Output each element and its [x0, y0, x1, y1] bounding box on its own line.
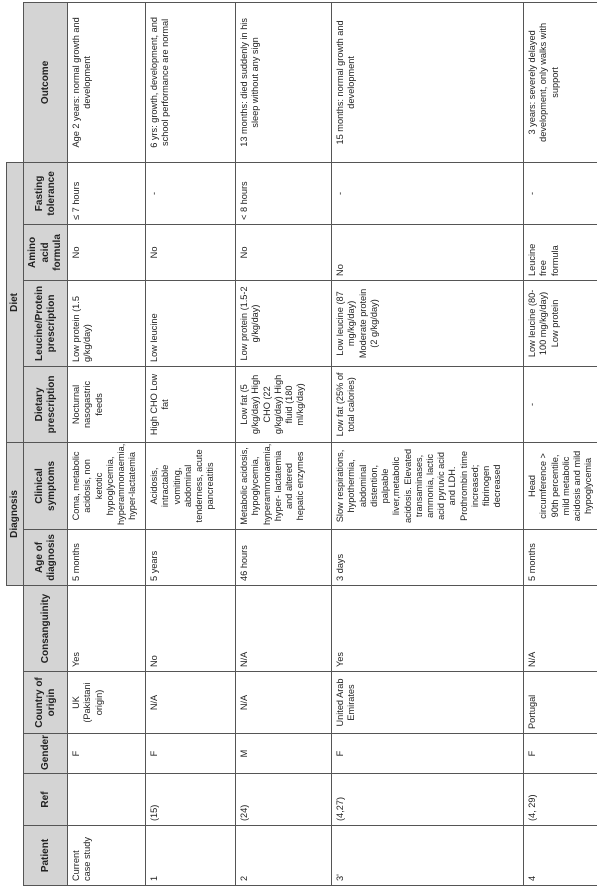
table-row — [332, 2, 524, 885]
header-diet-group: Diet — [7, 162, 24, 442]
cell-patient: 2 — [236, 826, 332, 886]
cell-country: UK (Pakistani origin) — [68, 672, 146, 734]
cell-fasting: - — [146, 162, 236, 224]
cell-dietary: Nocturnal nasogastric feeds — [68, 366, 146, 442]
cell-symptoms: Metabolic acidosis, hypoglycemia, hyperammonaemia, hyper- lactatemia and altered hepatic enzymes — [236, 442, 332, 529]
header-group-row — [7, 2, 24, 885]
cell-outcome: 15 months: normal growth and development — [332, 2, 524, 162]
cell-leucine: Low leucine — [146, 280, 236, 366]
header-blank-cell — [7, 585, 24, 885]
cell-consanguinity: N/A — [524, 585, 597, 671]
cell-gender: F — [146, 734, 236, 774]
header-ref: Ref — [24, 774, 68, 826]
cell-gender: F — [332, 734, 524, 774]
cell-age: 5 months — [524, 529, 597, 585]
cell-patient: 4 — [524, 826, 597, 886]
cell-fasting: - — [524, 162, 597, 224]
cell-country: N/A — [236, 672, 332, 734]
cell-patient: 3' — [332, 826, 524, 886]
cell-dietary: High CHO Low fat — [146, 366, 236, 442]
cell-ref: (4,27) — [332, 774, 524, 826]
cell-symptoms: Slow respirations, hypothermia, abdominal distention, palpable liver,metabolic acidosis. Elevated transaminases, ammonia, lactic acid pyruvic acid and LDH. Prothrombin time increased; fibrinogen decreased — [332, 442, 524, 529]
cell-outcome: 6 yrs: growth, development, and school performance are normal — [146, 2, 236, 162]
cell-ref — [68, 774, 146, 826]
cell-age: 5 months — [68, 529, 146, 585]
cell-symptoms: Head circumference > 90th percentile, mild metabolic acidosis and mild hypoglycemia — [524, 442, 597, 529]
cell-symptoms: Acidosis, intractable vomiting, abdominal tenderness, acute pancreatitis — [146, 442, 236, 529]
cell-dietary: Low fat (5 g/kg/day) High CHO (22 g/kg/day) High fluid (180 ml/kg/day) — [236, 366, 332, 442]
cell-dietary: Low fat (25% of total calories) — [332, 366, 524, 442]
header-age: Age of diagnosis — [24, 529, 68, 585]
cell-outcome: 13 months: died suddenly in his sleep without any sign — [236, 2, 332, 162]
cell-ref: (15) — [146, 774, 236, 826]
cell-country: United Arab Emirates — [332, 672, 524, 734]
cell-patient: 1 — [146, 826, 236, 886]
cell-fasting: < 8 hours — [236, 162, 332, 224]
header-gender: Gender — [24, 734, 68, 774]
cell-fasting: - — [332, 162, 524, 224]
header-blank-cell-right — [7, 2, 24, 162]
table-row — [236, 2, 332, 885]
cell-gender: F — [524, 734, 597, 774]
cell-amino: No — [332, 224, 524, 280]
header-country: Country of origin — [24, 672, 68, 734]
cell-amino: Leucine free formula — [524, 224, 597, 280]
cell-country: Portugal — [524, 672, 597, 734]
cell-amino: No — [68, 224, 146, 280]
cell-amino: No — [236, 224, 332, 280]
cell-age: 46 hours — [236, 529, 332, 585]
header-consanguinity: Consanguinity — [24, 585, 68, 671]
table-row — [68, 2, 146, 885]
header-amino: Amino acid formula — [24, 224, 68, 280]
header-fasting: Fasting tolerance — [24, 162, 68, 224]
header-diagnosis-group: Diagnosis — [7, 442, 24, 585]
cell-leucine: Low leucine (80-100 mg/kg/day) Low protein — [524, 280, 597, 366]
header-row — [24, 2, 68, 885]
cell-leucine: Low protein (1.5-2 g/kg/day) — [236, 280, 332, 366]
header-dietary: Dietary prescription — [24, 366, 68, 442]
header-symptoms: Clinical symptoms — [24, 442, 68, 529]
cell-age: 5 years — [146, 529, 236, 585]
header-leucine: Leucine/Protein prescription — [24, 280, 68, 366]
cell-consanguinity: No — [146, 585, 236, 671]
cell-ref: (24) — [236, 774, 332, 826]
cell-consanguinity: N/A — [236, 585, 332, 671]
cell-consanguinity: Yes — [68, 585, 146, 671]
cell-patient: Current case study — [68, 826, 146, 886]
cell-outcome: Age 2 years: normal growth and development — [68, 2, 146, 162]
cell-leucine: Low leucine (87 mg/kg/day) Moderate protein (2 g/kg/day) — [332, 280, 524, 366]
cell-leucine: Low protein (1.5 g/kg/day) — [68, 280, 146, 366]
cell-consanguinity: Yes — [332, 585, 524, 671]
table-row — [146, 2, 236, 885]
cell-dietary: - — [524, 366, 597, 442]
cell-symptoms: Coma, metabolic acidosis, non ketotic hypoglycemia, hyperammonaemia, hyper-lactatemia — [68, 442, 146, 529]
cell-country: N/A — [146, 672, 236, 734]
cell-fasting: ≤ 7 hours — [68, 162, 146, 224]
header-patient: Patient — [24, 826, 68, 886]
cell-age: 3 days — [332, 529, 524, 585]
rotated-table-wrapper — [6, 3, 594, 886]
header-outcome: Outcome — [24, 2, 68, 162]
cell-ref: (4, 29) — [524, 774, 597, 826]
cell-outcome: 3 years: severely delayed development, only walks with support — [524, 2, 597, 162]
cell-amino: No — [146, 224, 236, 280]
cell-gender: F — [68, 734, 146, 774]
cell-gender: M — [236, 734, 332, 774]
case-comparison-table — [6, 2, 597, 886]
table-row — [524, 2, 597, 885]
